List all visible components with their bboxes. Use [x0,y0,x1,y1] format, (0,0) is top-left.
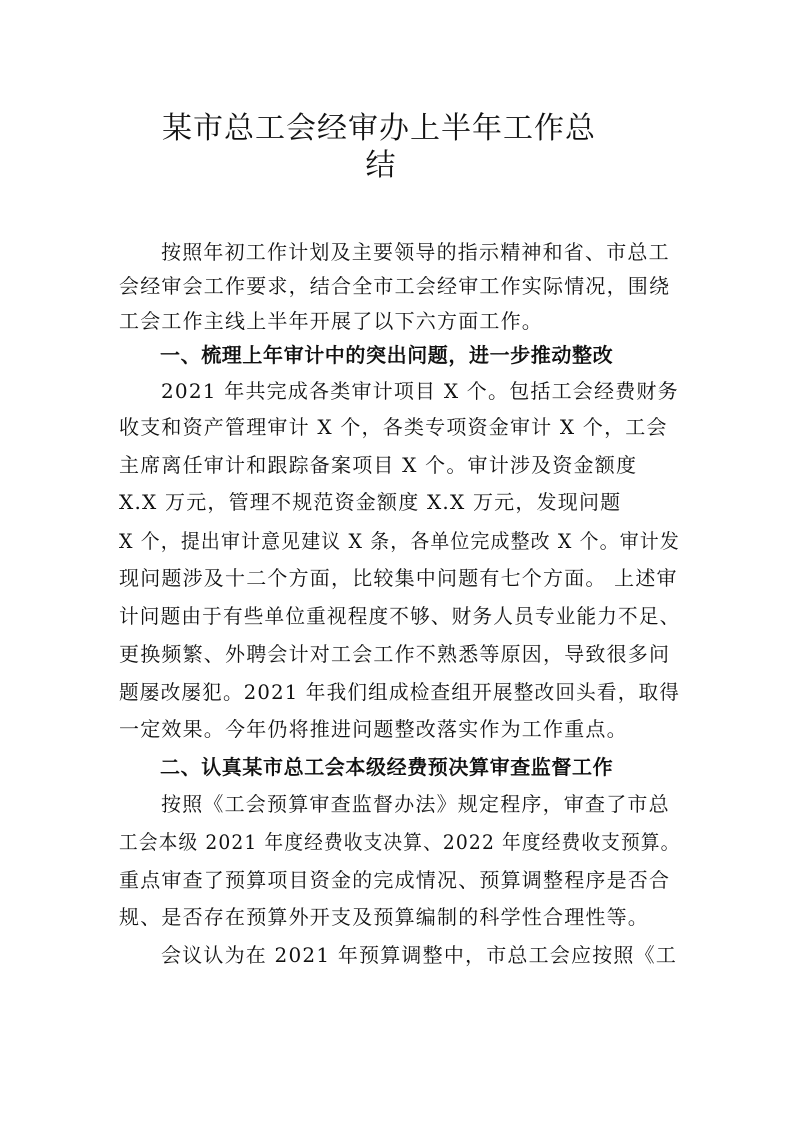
paragraph-line: 重点审查了预算项目资金的完成情况、预算调整程序是否合 [119,868,671,892]
paragraph-line: 一定效果。今年仍将推进问题整改落实作为工作重点。 [119,717,628,741]
document-title-line-2: 结 [365,148,397,183]
paragraph-line: 更换频繁、外聘会计对工会工作不熟悉等原因，导致很多问 [119,642,671,666]
paragraph-line: 工会工作主线上半年开展了以下六方面工作。 [119,309,543,333]
paragraph-line: 规、是否存在预算外开支及预算编制的科学性合理性等。 [119,905,649,929]
paragraph-line: 收支和资产管理审计 X 个，各类专项资金审计 X 个，工会 [119,415,668,439]
section-heading-1: 一、梳理上年审计中的突出问题，进一步推动整改 [160,343,614,367]
paragraph-line: 会经审会工作要求，结合全市工会经审工作实际情况，围绕 [119,274,671,298]
paragraph-line: 工会本级 2021 年度经费收支决算、2022 年度经费收支预算。 [119,830,681,854]
document-title-line-1: 某市总工会经审办上半年工作总 [162,111,596,146]
paragraph-line: 主席离任审计和跟踪备案项目 X 个。审计涉及资金额度 [119,453,638,477]
paragraph-line: 按照年初工作计划及主要领导的指示精神和省、市总工 [161,240,670,264]
paragraph-line: 按照《工会预算审查监督办法》规定程序，审查了市总 [161,792,670,816]
paragraph-line: 现问题涉及十二个方面，比较集中问题有七个方面。 上述审 [119,566,678,590]
section-heading-2: 二、认真某市总工会本级经费预决算审查监督工作 [160,755,614,779]
paragraph-line: 会议认为在 2021 年预算调整中，市总工会应按照《工 [161,943,678,967]
paragraph-line: 2021 年共完成各类审计项目 X 个。包括工会经费财务 [161,379,679,403]
paragraph-line: 题屡改屡犯。2021 年我们组成检查组开展整改回头看，取得 [119,680,681,704]
paragraph-line: X.X 万元，管理不规范资金额度 X.X 万元，发现问题 [119,490,622,514]
paragraph-line: X 个，提出审计意见建议 X 条，各单位完成整改 X 个。审计发 [119,529,680,553]
paragraph-line: 计问题由于有些单位重视程度不够、财务人员专业能力不足、 [119,604,681,628]
